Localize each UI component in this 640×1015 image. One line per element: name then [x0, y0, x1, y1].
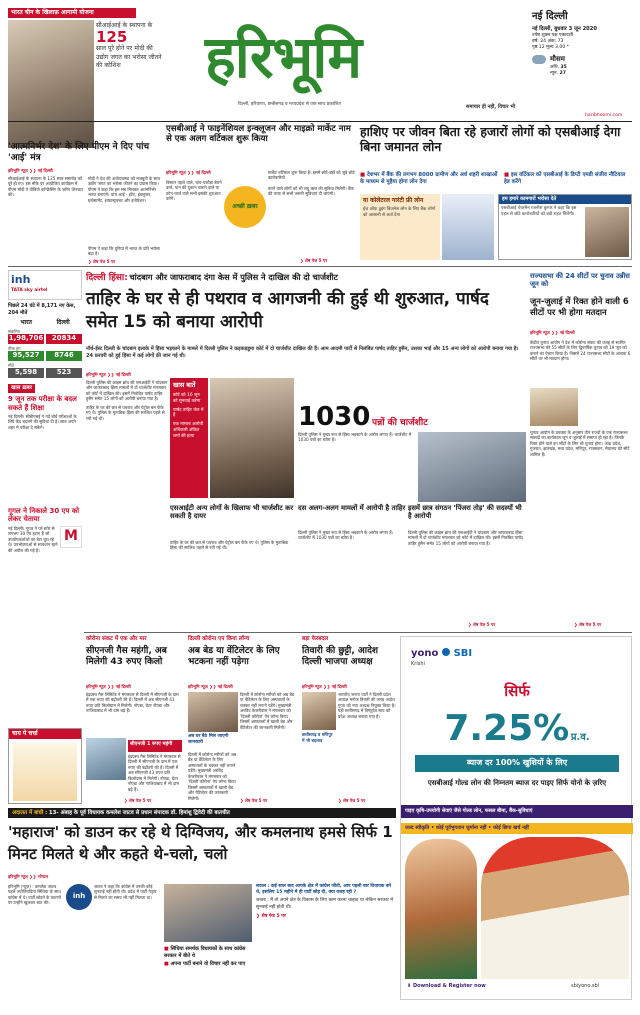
- sbi-byline-left: हरिभूमि न्यूज़ ❯❯ नई दिल्ली: [166, 170, 211, 175]
- ear-more: ❯ शेष पेज 5 पर: [88, 259, 116, 264]
- riot-col3: दिल्ली पुलिस ने मुख्य रूप से हिंसा भड़काने के आरोप लगाए हैं। चार्जशीट में 1030 पन्नों का ब्योरा है।: [298, 432, 412, 443]
- rajya-headline: जून-जुलाई में रिक्त होने वाली 6 सीटों पर भी होगा मतदान: [530, 296, 629, 317]
- cng-body: इंद्रप्रस्थ गैस लिमिटेड ने मंगलवार से दिल्ली में सीएनजी के दाम में एक रुपए की बढ़ोतरी की है। दिल्ली में अब सीएनजी 43 रुपए प्रति किलोग्राम में मिलेगी। नोएडा, ग्रेटर नोएडा और गाजियाबाद में भी दाम बढ़े हैं।: [86, 692, 179, 714]
- ad-brand-left: yono: [411, 648, 439, 659]
- rajya-body: केंद्रीय चुनाव आयोग ने देश में कोरोना संकट की वजह से स्थगित राज्यसभा की 55 सीटों के लिए द्विवार्षिक चुनाव को 19 जून को कराने का ऐलान किया है। जिसमें 24 राज्यसभा सीटों के अलावा 6 सीटों पर भी मतदान होगा।: [530, 340, 631, 362]
- riot-sub3-body: दिल्ली पुलिस की क्राइम ब्रांच की एसआईटी ने चांदबाग और जाफराबाद हिंसा मामलों में दो चार्जशीट मंगलवार को कोर्ट में दाखिल की। इसमें निलंबित पार्षद ताहिर हुसैन समेत 15 लोगों को आरोपी बनाया गया है।: [408, 530, 523, 546]
- interview-byline: हरिभूमि न्यूज़ ❯❯ भोपाल: [8, 874, 49, 879]
- val-a-2: 95,527: [8, 351, 44, 360]
- nr-headline: 9 जून तक परीक्षा के बदल सकते हैं शिक्षा: [8, 395, 77, 412]
- weather-max: 35: [560, 64, 567, 70]
- masthead-rule: [8, 121, 632, 122]
- covid-row-1: [8, 329, 82, 344]
- vent-body-2: दिल्ली में कोरोना मरीजों को अब बेड या वेंटिलेटर के लिए अस्पतालों के चक्कर नहीं लगाने पड़ेंगे। मुख्यमंत्री अरविंद केजरीवाल ने मंगलवार को 'दिल्ली कोरोना' ऐप लॉन्च किया जिसमें अस्पतालों में खाली बेड और वेंटिलेटर की जानकारी मिलेगी।: [188, 752, 237, 801]
- cartoon-drawing: [13, 743, 77, 801]
- ad-tagline: सिर्फ: [504, 682, 530, 700]
- weather-min: 27: [559, 70, 566, 76]
- inh-brand: [8, 270, 82, 300]
- weather-values: [550, 65, 632, 77]
- ear-body-a: सीआईआई के स्थापना के 125 साल समारोह को पूरे हो गए। इस मौके पर आयोजित कार्यक्रम में पीएम मोदी ने वीडियो कॉन्फ्रेंसिंग के ज़रिए शिरकत की।: [8, 176, 83, 198]
- interview-a1: जवाब : मैं तो अपने क्षेत्र के विकास के लिए काम करना चाहता था लेकिन सरकार में सुनवाई नहीं होती थी।: [256, 898, 394, 910]
- ad-line1: ब्याज दर 100% खुशियों के लिए: [415, 755, 619, 772]
- weather-min-label: न्यून.: [550, 70, 559, 76]
- covid-table: [8, 319, 82, 378]
- vent-kicker: दिल्ली कोरोना एप किया लॉन्च: [188, 636, 250, 642]
- leader-box: [498, 194, 632, 260]
- ad-line2: एसबीआई गोल्ड लोन की निम्नतम ब्याज दर पाइए सिर्फ योनो के ज़रिए: [427, 779, 607, 787]
- parliament-photo: [530, 388, 578, 426]
- guarantee-box: [360, 194, 440, 260]
- riot-intro: नॉर्थ-ईस्ट दिल्ली के चांदबाग इलाके में हिंसा भड़काने के मामले में दिल्ली पुलिस ने कड़कड़डूमा कोर्ट में दो चार्जशीट दाखिल की हैं। आम आदमी पार्टी से निलंबित पार्षद ताहिर हुसैन, उसका भाई और 15 अन्य लोगों को आरोपी बनाया गया है। 24 फ़रवरी को हुई हिंसा में कई लोगों की जान गई थी।: [86, 346, 519, 359]
- masthead-right: [532, 10, 632, 110]
- cng-more: ❯ शेष पेज 5 पर: [124, 798, 152, 803]
- interview-bullet-1-marker: ■: [164, 946, 171, 952]
- ad-rate-row: [401, 705, 633, 754]
- sbi-lead-headline: हाशिए पर जीवन बिता रहे हजारों लोगों को एसबीआई देगा बिना जमानत लोन: [360, 124, 621, 155]
- rajya-body-2: चुनाव आयोग के प्रवक्ता के अनुसार तीन राज्यों के एक राज्यसभा सांसदों का कार्यकाल जून व जुलाई में समाप्त हो रहा है। जिनके रिक्त होने वाले इन सीटों के लिए भी चुनाव होगा। आंध्र प्रदेश, गुजरात, झारखंड, मध्य प्रदेश, मणिपुर, राजस्थान, मेघालय की सीटें शामिल हैं।: [530, 430, 630, 457]
- sbi-photo: [442, 194, 494, 260]
- ad-farmer-man: [481, 837, 629, 979]
- ad-site: sbiyono.sbi: [571, 983, 600, 989]
- bullet-2-marker: ■: [504, 172, 511, 178]
- promo-number: 125: [96, 28, 128, 47]
- ad-brand-sub: Krishi: [411, 660, 425, 667]
- download-icon: ⬇: [407, 983, 413, 989]
- sbi-body-1: विस्तार पहले वाले, चाय-पकौड़ा बेचने वाले, पान की दुकान चलाने वाले या फ़ोन-चार्ज वाले सभी इसकी शुरुआत करेंगे।: [166, 180, 222, 202]
- nr2-headline: गूगल ने निकाले 30 एप को लेकर चेताया: [8, 507, 80, 524]
- edition-line-1: ज्येष्ठ शुक्ल पक्ष एकादशी: [532, 32, 574, 38]
- riot-kicker-row: [86, 272, 524, 286]
- ear-headline: 'आत्मनिर्भर देश' के लिए पीएम ने दिए पांच 'आई' मंत्र: [8, 142, 150, 163]
- val-b-2: 8746: [46, 351, 82, 360]
- covid-title: पिछले 24 घंटे में 8,171 नए केस, 204 मौतें: [8, 303, 76, 316]
- tahir-photo: [210, 378, 294, 498]
- adesh-photo: [302, 692, 336, 730]
- rajya-more: ❯ शेष पेज 5 पर: [574, 622, 602, 627]
- tagline: दिल्ली, हरियाणा, छत्तीसगढ़ व मध्यप्रदेश से एक साथ प्रकाशित: [238, 102, 341, 107]
- interview-bullet-1-text: सिंधिया समर्थक विधायकों के साथ कांग्रेस सरकार में बीते थे: [164, 946, 246, 959]
- sbi-logo-icon: [442, 648, 450, 656]
- ad-farmer-woman: [405, 839, 477, 979]
- inh-tv-logo: inh: [66, 884, 92, 910]
- leader-box-title: हम हमारे कामगारों भरोसा देते: [499, 195, 631, 204]
- interview-bullet-2-text: अपना पार्टी बनाने वो विचार नहीं कर पाए: [170, 961, 246, 967]
- interview-bullet-2: [164, 961, 252, 968]
- guarantee-box-title: या कोलेटरल गारंटी फ्री लोन: [363, 197, 424, 204]
- ad-download: [407, 983, 547, 990]
- interview-more: ❯ शेष पेज 5 पर: [256, 913, 286, 919]
- interview-strip: [8, 808, 396, 818]
- bjp-headline: तिवारी की छुट्टी, आदेश दिल्ली भाजपा अध्यक्ष: [302, 646, 379, 668]
- slogan: समाचार ही नहीं, विचार भी: [466, 104, 516, 110]
- cng-body-2: इंद्रप्रस्थ गैस लिमिटेड ने मंगलवार से दिल्ली में सीएनजी के दाम में एक रुपए की बढ़ोतरी की है। दिल्ली में अब सीएनजी 43 रुपए प्रति किलोग्राम में मिलेगी। नोएडा, ग्रेटर नोएडा और गाजियाबाद में भी दाम बढ़े हैं।: [128, 754, 181, 792]
- key-item-2: पार्षद ताहिर जेल में है: [173, 407, 204, 419]
- key-item-1: कोर्ट को 16 जून को सुनवाई करेगा: [173, 392, 201, 404]
- cartoon: [8, 728, 82, 804]
- edition-line-3: पृष्ठ 12 मूल्य 3.00 *: [532, 44, 570, 50]
- bjp-cap: छत्तीसगढ़ व मणिपुर में भी बदलाव: [302, 732, 333, 743]
- promo-text-2: साल पूरे होने पर मोदी की उद्योग जगत का भरोसा जीतने की कोशिश: [96, 45, 162, 70]
- riot-col1: [86, 380, 168, 630]
- ad-yellow-strip: जल्द स्वीकृति • कोई पूर्वभुगतान जुर्माना नहीं • कोई छिपा खर्च नहीं: [401, 823, 633, 834]
- ad-rate: 7.25%: [444, 708, 570, 749]
- riot-headline: ताहिर के घर से ही पथराव व आगजनी की हुई थी शुरुआत, पार्षद समेत 15 को बनाया आरोपी: [86, 289, 489, 332]
- bjp-byline: हरिभूमि न्यूज़ ❯❯ नई दिल्ली: [302, 684, 347, 689]
- inh-brands: TATA sky airtel: [11, 287, 48, 293]
- covid-row-3: [8, 363, 82, 378]
- ad-brand-right: SBI: [453, 648, 473, 659]
- top-red-strip: [8, 8, 136, 18]
- cng-headline: सीएनजी गैस महंगी, अब मिलेगी 43 रुपए किलो: [86, 646, 167, 668]
- sbi-more: ❯ शेष पेज 5 पर: [300, 258, 328, 263]
- leader-photo: [585, 207, 629, 257]
- interview-headline: 'महाराज' को डाउन कर रहे थे दिग्विजय, और कमलनाथ हमसे सिर्फ 1 मिनट मिलते थे और कहते थे-चलो, चलो: [8, 823, 393, 863]
- rule-2: [84, 632, 632, 633]
- rajya-kicker: राज्यसभा की 24 सीटों पर चुनाव उन्नीस जून को: [530, 272, 630, 289]
- sbi-bullet-1: [360, 172, 500, 190]
- riot-sub3: इसमें छात्र संगठन 'पिंजरा तोड़' की सदस्यों भी है आरोपी: [408, 504, 522, 521]
- interview-qa: [256, 884, 396, 1002]
- riot-sub2-body: दिल्ली पुलिस ने मुख्य रूप से हिंसा भड़काने के आरोप लगाए हैं। चार्जशीट में 1030 पन्नों का ब्योरा है।: [298, 530, 394, 541]
- ad-brand: [411, 647, 472, 667]
- col-a: भारत: [20, 318, 32, 326]
- vent-headline: अब बेड या वेंटिलेटर के लिए भटकना नहीं पड़ेगा: [188, 646, 280, 668]
- sbi-body-2: करने वाले लोगों को भी लघु ऋण की सुविधा मिलेगी। बैंक की तरफ़ से सभी जरूरी सुविधाएं दी जाएंगी।: [268, 186, 354, 197]
- interview-bullets: [164, 946, 252, 1002]
- bullet-1-marker: ■: [360, 172, 367, 178]
- riot-key-box: [170, 378, 208, 498]
- weather-max-label: अधि.: [550, 64, 559, 70]
- promo-text-1: सीआईआई के स्थापना के: [96, 22, 153, 29]
- ear-body-c: पीएम ने कहा कि दुनिया में भारत के प्रति भरोसा बढ़ा है।: [88, 246, 160, 257]
- sbi-bullet-2: [504, 172, 632, 190]
- logo-text: हरिभूमि: [205, 23, 362, 91]
- row-label-1: संक्रमित: [8, 328, 21, 334]
- interview-q1: सवाल : कई साल बाद आपके क्षेत्र में कांग्रेस जीती, आप पहली बार विधायक बने थे, इसलिए 15 महीने में ही पार्टी छोड़ दी, क्या वजह रही ?: [256, 884, 392, 896]
- good-news-text: अच्छी ख़बर: [232, 202, 258, 210]
- nr2-body: नई दिल्ली। गूगल ने प्ले स्टोर से लगभग 30 ऐप हटाए हैं जो उपयोगकर्ताओं का डेटा चुरा रहे थे। उपभोक्ताओं से सावधान रहने की अपील की गई है।: [8, 525, 58, 553]
- riot-kicker: दिल्ली हिंसा:: [86, 273, 128, 283]
- interview-photo: [164, 884, 252, 942]
- val-b-3: 523: [46, 368, 82, 377]
- weather-label: मौसम: [550, 55, 565, 64]
- interview-strip-text: 13- अंबाह के पूर्व विधायक कमलेश जाटव से प्रधान संपादक डॉ. हिमांशु द्विवेदी की बातचीत: [48, 810, 230, 816]
- vent-more: ❯ शेष पेज 5 पर: [240, 798, 268, 803]
- riot-col1b-text: ताहिर के घर की छत से पथराव और पेट्रोल बम फेंके गए थे। पुलिस के मुताबिक हिंसा की साजिश पहले से रची गई थी।: [86, 404, 165, 421]
- rule-1: [8, 266, 632, 267]
- big-number-row: [298, 400, 526, 430]
- riot-col2: ताहिर के घर की छत से पथराव और पेट्रोल बम फेंके गए थे। पुलिस के मुताबिक हिंसा की साजिश पहले से रची गई थी।: [170, 540, 289, 551]
- cartoon-title: चाय पे चर्चा: [9, 729, 81, 739]
- leader-box-body: एसबीआई चेयरमैन रजनीश कुमार ने कहा कि इस पहल से छोटे कारोबारियों को बड़ी राहत मिलेगी।: [501, 205, 577, 217]
- riot-kicker-rest: चांदबाग और जाफराबाद दंगा केस में पुलिस ने दाखिल की दो चार्जशीट: [129, 272, 338, 282]
- row-label-2: ठीक हुए: [8, 345, 21, 351]
- interview-strip-label: अदालत में बांधी :: [12, 810, 48, 816]
- police-photo: [418, 432, 526, 502]
- val-a-3: 5,598: [8, 368, 44, 377]
- col-b: दिल्ली: [56, 318, 70, 326]
- interview-bullet-2-marker: ■: [164, 961, 171, 967]
- sensex-panel: [8, 270, 82, 740]
- cng-byline: हरिभूमि न्यूज़ ❯❯ नई दिल्ली: [86, 684, 131, 689]
- interview-bullet-1: [164, 946, 252, 960]
- gmail-icon: M: [60, 526, 82, 548]
- vent-body: दिल्ली में कोरोना मरीजों को अब बेड या वेंटिलेटर के लिए अस्पतालों के चक्कर नहीं लगाने पड़ेंगे। मुख्यमंत्री अरविंद केजरीवाल ने मंगलवार को 'दिल्ली कोरोना' ऐप लॉन्च किया जिसमें अस्पतालों में खाली बेड और वेंटिलेटर की जानकारी मिलेगी।: [240, 692, 295, 730]
- cng-photo: [86, 738, 126, 780]
- nr-body: नई दिल्ली। सीबीएसई ने नये बोर्ड परीक्षाओं के लिये केंद्र बदलने की सुविधा दी है। छात्र अपने शहर में परीक्षा दे सकेंगे।: [8, 414, 77, 430]
- sbi-headline: एसबीआई ने फाइनेंशियल इन्क्लूजन और माइक्रो मार्केट नाम से एक अलग वर्टिकल शुरू किया: [166, 124, 351, 145]
- vent-cap: अब घर बैठे मिल जाएगी जानकारी: [188, 734, 229, 746]
- weather-cloud-icon: [532, 55, 546, 64]
- vent-byline: हरिभूमि न्यूज़ ❯❯ नई दिल्ली: [188, 684, 233, 689]
- pm-photo: [8, 20, 94, 148]
- ear-promo: [96, 22, 164, 132]
- logo: [205, 20, 465, 94]
- guarantee-box-body: ईज़ ऑफ़ डूइंग बिज़नेस लोन के लिए बैंक लोगों को आसानी से कर्ज देगा: [363, 207, 436, 218]
- interview-col1: हरिभूमि (न्यूज़) : कमलेश जाटव पहले ज्योतिरादित्य सिंधिया के साथ कांग्रेस में थे। पार्टी छोड़ने के कारणों पर उन्होंने खुलकर बात की।: [8, 884, 61, 906]
- covid-row-2: [8, 346, 82, 361]
- rajya-byline: हरिभूमि न्यूज़ ❯❯ नई दिल्ली: [530, 330, 575, 335]
- riot-sub1: एसआईटी अन्य लोगों के खिलाफ भी चार्जशीट कर सकती है दायर: [170, 504, 294, 521]
- edition-line-2: वर्ष: 24 अंक: 73: [532, 38, 564, 44]
- riot-byline: हरिभूमि न्यूज़ ❯❯ नई दिल्ली: [86, 372, 131, 377]
- top-red-strip-text: भारत चीन के खिलाफ़ आगामी योजना: [11, 9, 94, 16]
- big-number-caption: पन्नों की चार्जशीट: [371, 418, 428, 428]
- weather-box: [532, 55, 632, 64]
- sbi-byline-right: मार्केट वर्टिकल शुरू किया है। इसमें छोटे-बड़ों को जुड़े छोटे कारोबारियों: [268, 170, 355, 181]
- nr-label: खास ख़बर: [8, 384, 35, 393]
- ad-rate-suffix: प्र.व.: [570, 732, 590, 743]
- riot-sub2: दस अलग-अलग मामलों में आरोपी है ताहिर: [298, 504, 406, 512]
- ad-download-text: Download & Register now: [412, 983, 486, 989]
- val-b-1: 20834: [46, 334, 82, 343]
- bjp-more: ❯ शेष पेज 5 पर: [338, 798, 366, 803]
- ear-body-b: मोदी ने देश की अर्थव्यवस्था को मजबूती के साथ उद्योग जगत का भरोसा जीतने का प्रयास किया। पीएम ने कहा कि हम सब मिलकर आत्मनिर्भर भारत बनाएंगे। पांच आई - इंटेंट, इंक्लूजन, इन्वेस्टमेंट, इन्फ्रास्ट्रक्चर और इनोवेशन।: [88, 176, 161, 203]
- row-label-3: मौतें: [8, 362, 14, 368]
- date-line: नई दिल्ली, बुधवार 3 जून 2020: [532, 25, 598, 32]
- interview-col2: जाटव ने कहा कि कांग्रेस में उनकी कोई सुनवाई नहीं होती थी। प्रदेश में पार्टी नेतृत्व से मिलने का समय भी नहीं मिलता था।: [94, 884, 157, 900]
- bjp-kicker: बड़ा फेरबदल: [302, 636, 329, 642]
- good-news-badge: [224, 186, 266, 228]
- sbi-bullet-2-text: इस वर्टिकल को एसबीआई के डिप्टी एमडी संजीव नौटियाल हेड करेंगे: [504, 172, 626, 186]
- ad-strip: पाइए कृषि-उपयोगी सेवाएं जैसे गोल्ड लोन, फसल बीमा, बैंक-सुविधाएं: [401, 805, 633, 818]
- riot-more: ❯ शेष पेज 5 पर: [468, 622, 496, 627]
- big-number: 1030: [298, 402, 371, 432]
- val-a-1: 1,98,706: [8, 334, 44, 343]
- city: नई दिल्ली: [532, 11, 568, 22]
- inh-logo: inh: [11, 273, 31, 286]
- ear-byline: हरिभूमि न्यूज़ ❯❯ नई दिल्ली: [8, 168, 53, 173]
- riot-col1-text: दिल्ली पुलिस की क्राइम ब्रांच की एसआईटी ने चांदबाग और जाफराबाद हिंसा मामलों में दो चार्जशीट मंगलवार को कोर्ट में दाखिल की। इसमें निलंबित पार्षद ताहिर हुसैन समेत 15 लोगों को आरोपी बनाया गया है।: [86, 380, 168, 402]
- cng-kicker: कोरोना संकट में एक और मार: [86, 636, 147, 642]
- kejriwal-photo: [188, 692, 238, 732]
- sbi-ad: [400, 636, 632, 1000]
- key-item-3: एक मामला आरोपी अधिकारी अंकित शर्मा की हत्या: [173, 422, 204, 440]
- sbi-bullet-1-text: देशभर में बैंक की लगभग 8000 ग्रामीण और अर्ध शहरी शाखाओं के माध्यम से मुहैया होगा लोन देगा: [360, 172, 498, 186]
- website: haribhoomi.com: [585, 113, 623, 118]
- bjp-body: भारतीय जनता पार्टी ने दिल्ली प्रदेश अध्यक्ष मनोज तिवारी की जगह आदेश गुप्ता को नया अध्यक्ष नियुक्त किया है। वहीं छत्तीसगढ़ में विष्णुदेव साय को प्रदेश अध्यक्ष बनाया गया है।: [338, 692, 396, 719]
- key-box-title: खास बातें: [173, 381, 196, 389]
- cng-note: सीएनजी 1 रुपए महंगी: [128, 740, 182, 752]
